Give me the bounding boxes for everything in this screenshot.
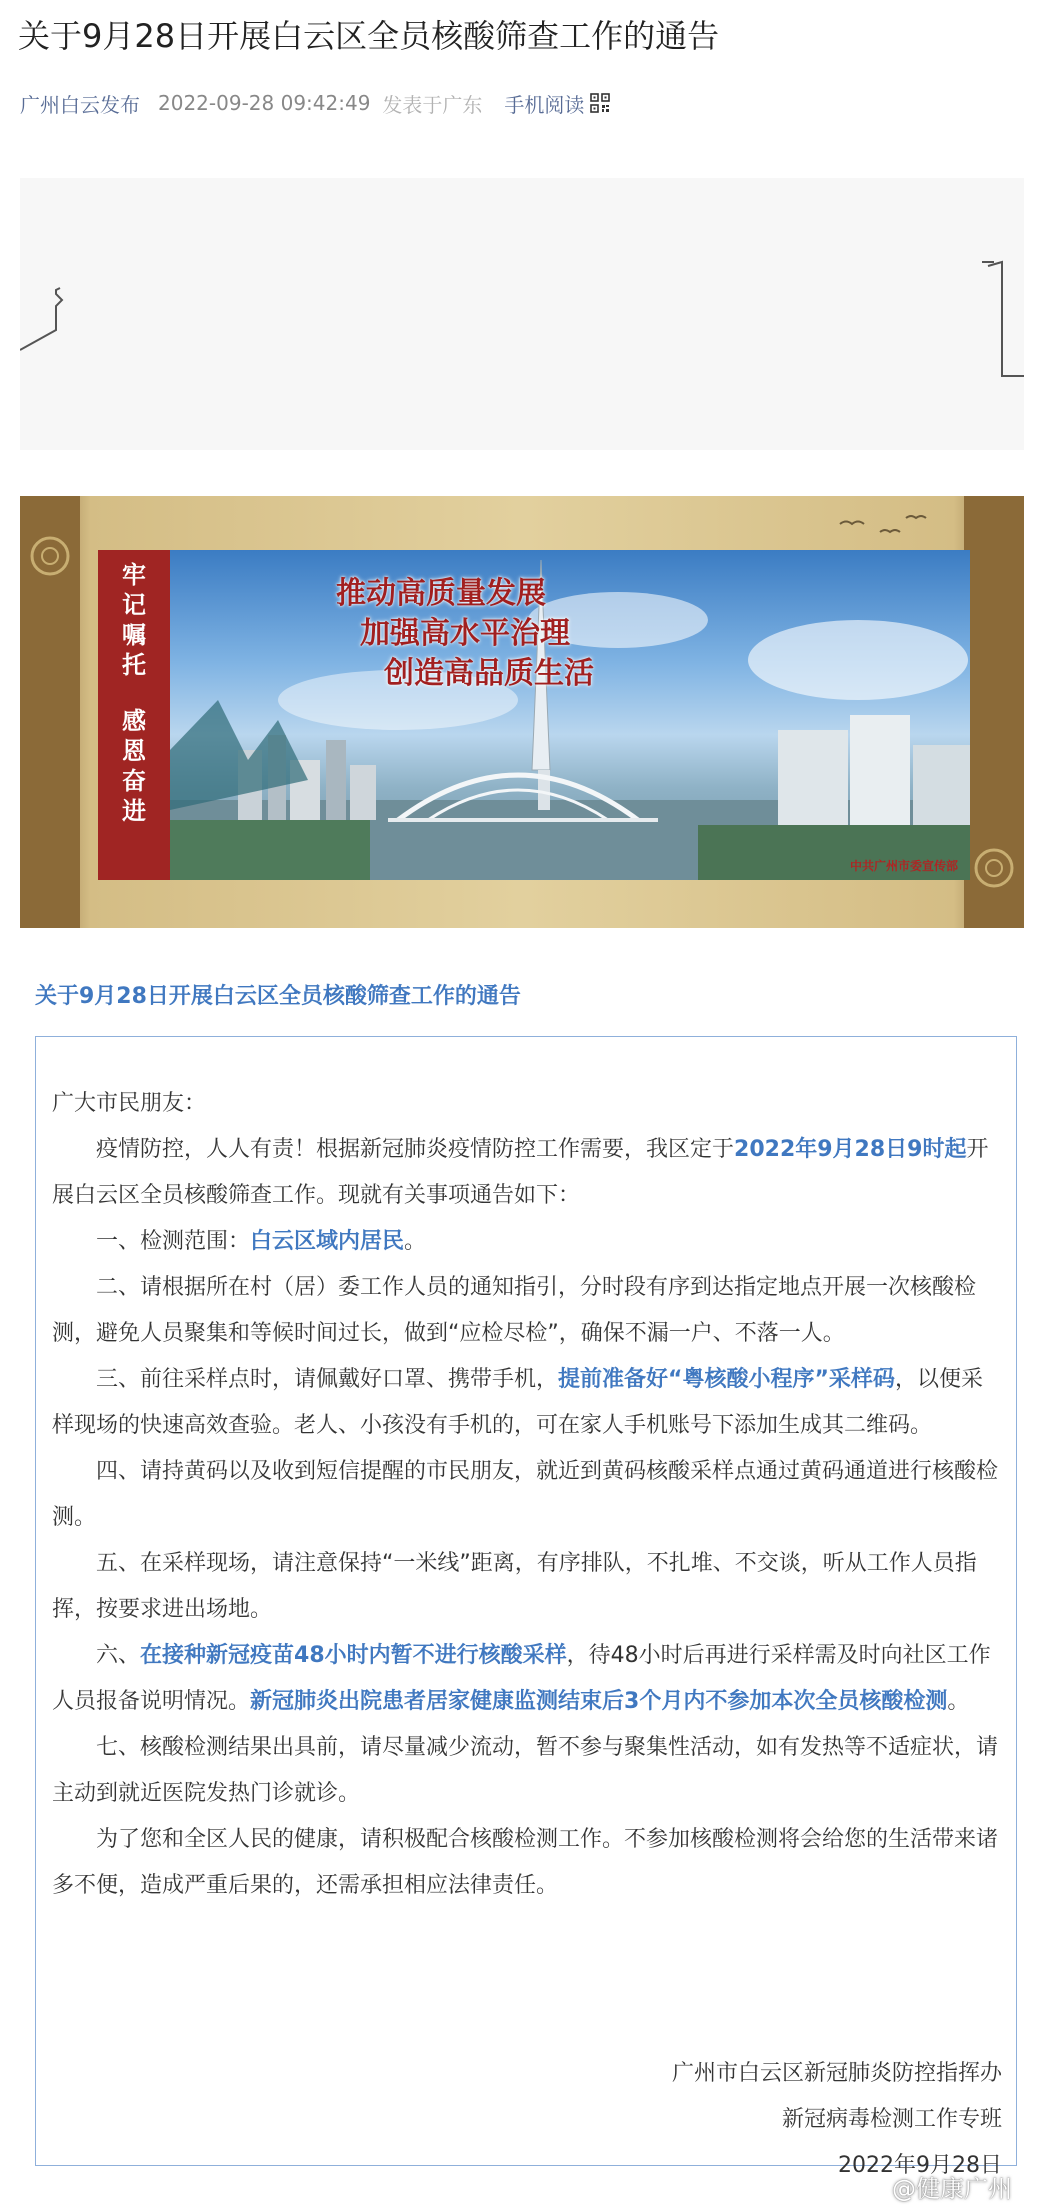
item6-text-b: ，待48小时后再进行采样需及时向社区工作人员报备说明情况。 (52, 1643, 991, 1714)
item6-text-a: 六、 (96, 1643, 141, 1668)
notice-greeting: 广大市民朋友： (52, 1091, 207, 1116)
notice-item-7: 七、核酸检测结果出具前，请尽量减少流动，暂不参与聚集性活动，如有发热等不适症状，请主动到就近医院发热门诊就诊。 (52, 1735, 999, 1806)
notice-item-3 (52, 1357, 1002, 1449)
publish-datetime: 2022-09-28 09:42:49 (158, 91, 371, 115)
item3-highlight: 提前准备好“粤核酸小程序”采样码 (558, 1367, 895, 1392)
notice-item-4: 四、请持黄码以及收到短信提醒的市民朋友，就近到黄码核酸采样点通过黄码通道进行核酸检测。 (52, 1459, 999, 1530)
signature-team: 新冠病毒检测工作专班 (781, 2107, 1002, 2132)
item6-text-c: 。 (947, 1689, 970, 1714)
article-meta (20, 88, 610, 118)
notice-box (35, 1036, 1017, 2178)
banner-city-scene (98, 550, 970, 880)
notice-item-2: 二、请根据所在村（居）委工作人员的通知指引，分时段有序到达指定地点开展一次核酸检测，避免人员聚集和等候时间过长，做到“应检尽检”，确保不漏一户、不落一人。 (52, 1275, 977, 1346)
item3-text-a: 三、前往采样点时，请佩戴好口罩、携带手机， (96, 1367, 559, 1392)
qr-code-icon[interactable] (590, 93, 610, 113)
item1-text-b: 。 (404, 1229, 427, 1254)
item1-highlight: 白云区域内居民 (250, 1229, 405, 1254)
notice-item-5: 五、在采样现场，请注意保持“一米线”距离，有序排队，不扎堆、不交谈，听从工作人员指挥，按要求进出场地。 (52, 1551, 977, 1622)
weibo-icon (858, 2173, 888, 2199)
intro-text-b: 开展白云区全员核酸筛查工作。现就有关事项通告如下： (52, 1137, 989, 1208)
notice-intro (52, 1127, 1002, 1219)
banner-credit: 中共广州市委宣传部 (849, 859, 958, 873)
weibo-watermark (858, 2168, 1012, 2204)
intro-text-a: 疫情防控，人人有责！根据新冠肺炎疫情防控工作需要，我区定于 (96, 1137, 735, 1162)
banner-slogan-1: 推动高质量发展 (336, 576, 546, 611)
notice-item-1 (52, 1219, 1002, 1265)
header-banner-image (20, 178, 1024, 450)
notice-body (52, 1081, 1002, 1909)
banner-slogan-2: 加强高水平治理 (360, 616, 570, 651)
item6-highlight-2: 新冠肺炎出院患者居家健康监测结束后3个月内不参加本次全员核酸检测 (250, 1689, 948, 1714)
signature-org: 广州市白云区新冠肺炎防控指挥办 (671, 2061, 1002, 2086)
banner-slogan-3: 创造高品质生活 (384, 656, 594, 691)
side-slogan-top: 牢记嘱托 (122, 561, 146, 679)
notice-heading: 关于9月28日开展白云区全员核酸筛查工作的通告 (35, 984, 521, 1009)
account-name-link[interactable]: 广州白云发布 (20, 92, 140, 117)
promo-banner-image (20, 496, 1024, 928)
item6-highlight-1: 在接种新冠疫苗48小时内暂不进行核酸采样 (140, 1643, 567, 1668)
watermark-text: @健康广州 (892, 2174, 1012, 2203)
page-title: 关于9月28日开展白云区全员核酸筛查工作的通告 (18, 17, 720, 55)
notice-item-6 (52, 1633, 1002, 1725)
side-slogan-bottom: 感恩奋进 (122, 707, 146, 825)
intro-highlight-time: 2022年9月28日9时起 (734, 1137, 967, 1162)
publish-location: 发表于广东 (382, 92, 483, 117)
signature-date: 2022年9月28日 (838, 2153, 1002, 2178)
item1-text-a: 一、检测范围： (96, 1229, 251, 1254)
notice-closing: 为了您和全区人民的健康，请积极配合核酸检测工作。不参加核酸检测将会给您的生活带来诸多不便，造成严重后果的，还需承担相应法律责任。 (52, 1827, 999, 1898)
mobile-read-link[interactable]: 手机阅读 (504, 92, 585, 117)
item3-text-b: ，以便采样现场的快速高效查验。老人、小孩没有手机的，可在家人手机账号下添加生成其二维码。 (52, 1367, 983, 1438)
